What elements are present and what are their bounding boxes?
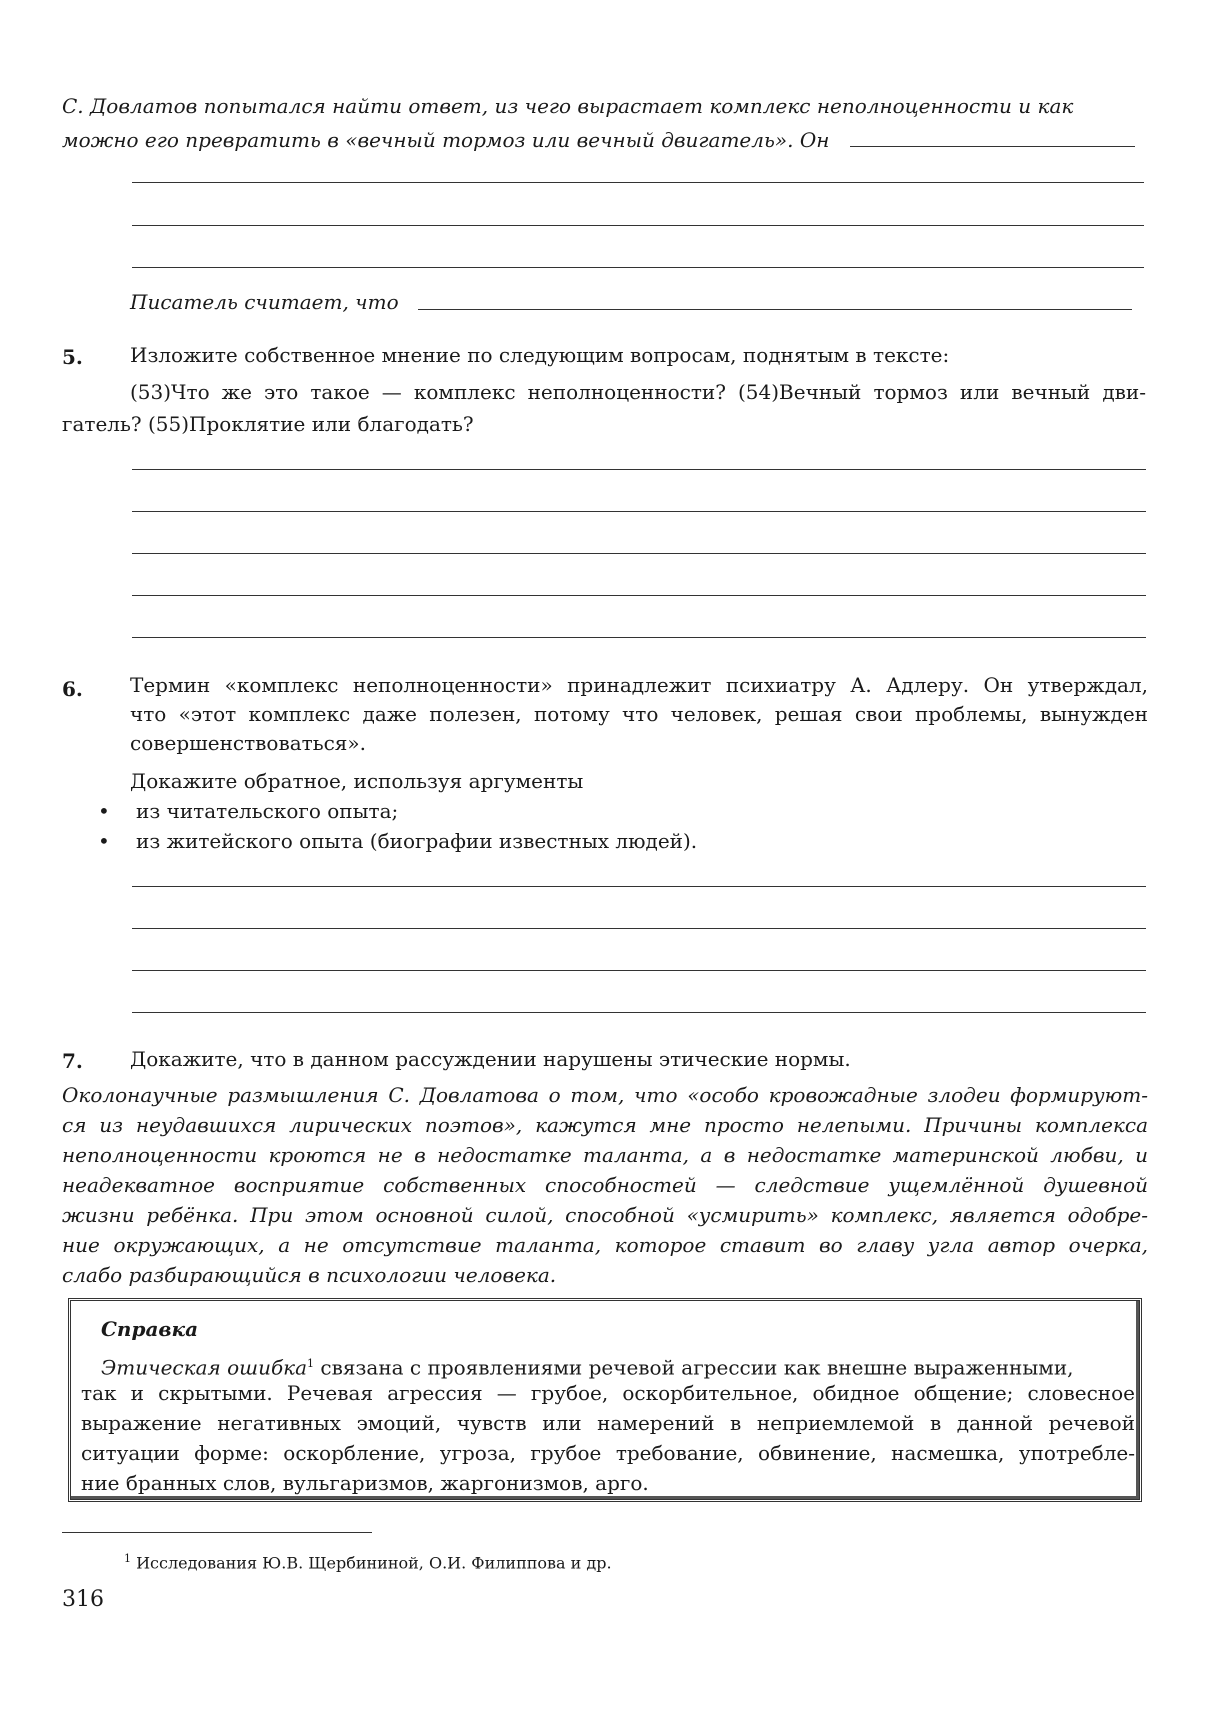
bullet-icon: • [98,799,110,823]
q7-text-line-5: жизни ребёнка. При этом основной силой, способной «усмирить» комплекс, является одобре- [62,1203,1148,1227]
answer-line[interactable] [132,970,1146,971]
reference-box [68,1298,1142,1502]
question-6-line-2: что «этот комплекс даже полезен, потому что человек, решая свои проблемы, вынужден [130,702,1148,726]
q7-text-line-3: неполноценности кроются не в недостатке таланта, а в недостатке материнской любви, и [62,1143,1148,1167]
question-5-number: 5. [62,345,83,369]
answer-line[interactable] [132,511,1146,512]
question-7-number: 7. [62,1049,83,1073]
question-5-line-1: (53)Что же это такое — комплекс неполноценности? (54)Вечный тормоз или вечный дви- [130,380,1146,404]
reference-title: Справка [101,1317,199,1341]
q7-text-line-4: неадекватное восприятие собственных способностей — следствие ущемлённой душевной [62,1173,1148,1197]
reference-line-3: выражение негативных эмоций, чувств или намерений в неприемлемой в данной речевой [81,1411,1135,1435]
answer-line[interactable] [132,469,1146,470]
q7-text-line-7: слабо разбирающийся в психологии человека. [62,1263,557,1287]
top-paragraph-line-1: С. Довлатов попытался найти ответ, из чего вырастает комплекс неполноценности и как [62,94,1074,118]
answer-line[interactable] [418,309,1132,310]
footnote [124,1548,612,1574]
answer-line[interactable] [850,146,1135,147]
answer-line[interactable] [132,928,1146,929]
page-number: 316 [62,1587,104,1612]
footnote-mark: 1 [124,1552,131,1565]
reference-line-2: так и скрытыми. Речевая агрессия — грубое, оскорбительное, обидное общение; словесное [81,1381,1135,1405]
question-6-line-3: совершенствоваться». [130,731,367,755]
reference-line-1 [101,1349,1135,1383]
question-5-prompt: Изложите собственное мнение по следующим вопросам, поднятым в тексте: [130,343,950,367]
q7-text-line-6: ние окружающих, а не отсутствие таланта, которое ставит во главу угла автор очерка, [62,1233,1148,1257]
answer-line[interactable] [132,1012,1146,1013]
q7-text-line-1: Околонаучные размышления С. Довлатова о том, что «особо кровожадные злодеи формируют- [62,1083,1148,1107]
top-paragraph-line-2: можно его превратить в «вечный тормоз или вечный двигатель». Он [62,128,830,152]
q7-text-line-2: ся из неудавшихся лирических поэтов», кажутся мне просто нелепыми. Причины комплекса [62,1113,1148,1137]
question-6-instruction: Докажите обратное, используя аргументы [130,769,584,793]
reference-line-1-rest: связана с проявлениями речевой агрессии как внешне выраженными, [314,1355,1074,1380]
question-6-line-1: Термин «комплекс неполноценности» принадлежит психиатру А. Адлеру. Он утверждал, [130,673,1148,697]
footnote-text: Исследования Ю.В. Щербининой, О.И. Филиппова и др. [136,1553,612,1573]
answer-line[interactable] [132,886,1146,887]
answer-line[interactable] [132,225,1144,226]
answer-line[interactable] [132,182,1144,183]
question-6-bullet-1: из читательского опыта; [136,799,399,823]
footnote-divider [62,1532,372,1533]
reference-footnote-mark: 1 [307,1357,315,1370]
question-5-line-2: гатель? (55)Проклятие или благодать? [62,412,474,436]
writer-prompt: Писатель считает, что [130,290,399,314]
reference-term: Этическая ошибка [101,1355,308,1380]
reference-line-5: ние бранных слов, вульгаризмов, жаргонизмов, арго. [81,1471,649,1495]
answer-line[interactable] [132,595,1146,596]
answer-line[interactable] [132,637,1146,638]
answer-line[interactable] [132,267,1144,268]
question-6-number: 6. [62,677,83,701]
answer-line[interactable] [132,553,1146,554]
reference-line-4: ситуации форме: оскорбление, угроза, грубое требование, обвинение, насмешка, употребле- [81,1441,1135,1465]
bullet-icon: • [98,829,110,853]
question-7-prompt: Докажите, что в данном рассуждении нарушены этические нормы. [130,1047,851,1071]
question-6-bullet-2: из житейского опыта (биографии известных людей). [136,829,698,853]
